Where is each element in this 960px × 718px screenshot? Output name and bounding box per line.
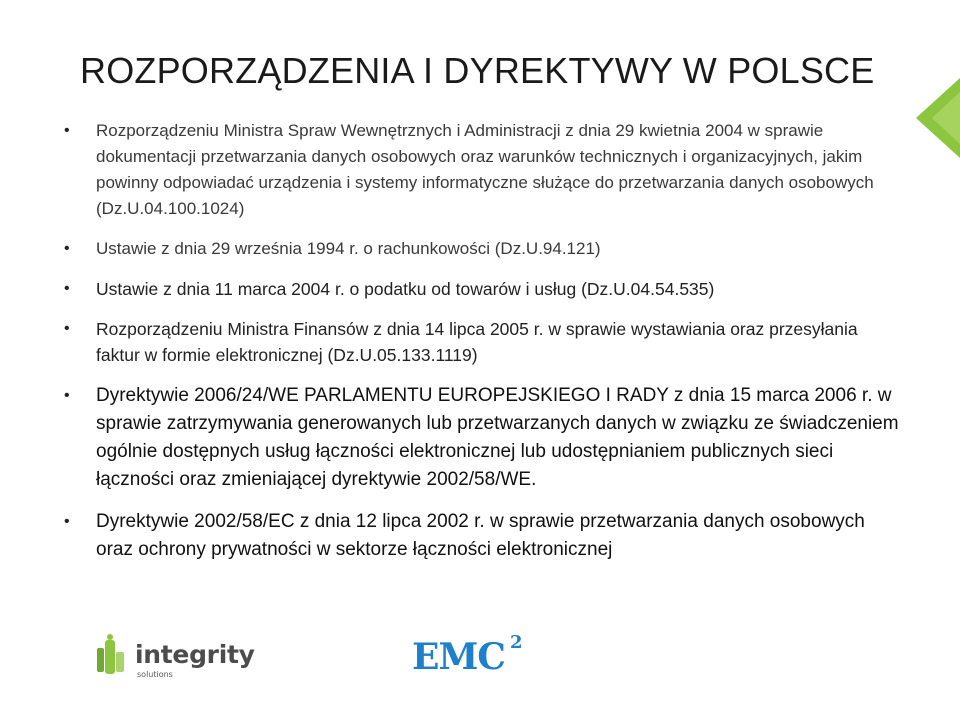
list-item: [64, 236, 904, 262]
list-item-text: Dyrektywie 2006/24/WE PARLAMENTU EUROPEJSKIEGO I RADY z dnia 15 marca 2006 r. w sprawie zatrzymywania generowanych lub przetwarzanych danych w związku ze świadczeniem ogólnie dostępnych usług łączności elektronicznej lub udostępnianiem publicznych sieci łączności oraz zmieniającej dyrektywie 2002/58/WE.: [96, 385, 899, 490]
list-item: [64, 382, 904, 494]
emc-logo-name: EMC: [412, 636, 505, 678]
slide-title: ROZPORZĄDZENIA I DYREKTYWY W POLSCE: [80, 50, 875, 91]
integrity-logo: [95, 632, 255, 680]
bullet-icon: •: [64, 387, 70, 404]
list-item-text: Rozporządzeniu Ministra Finansów z dnia 14 lipca 2005 r. w sprawie wystawiania oraz przesyłania faktur w formie elektronicznej (Dz.U.05.133.1119): [96, 319, 858, 365]
integrity-logo-name: integrity: [135, 640, 255, 669]
integrity-logo-subtitle: solutions: [137, 670, 173, 679]
bullet-icon: •: [64, 240, 70, 257]
bullet-list: [64, 118, 904, 578]
bullet-icon: •: [64, 513, 70, 530]
list-item-text: Rozporządzeniu Ministra Spraw Wewnętrznych i Administracji z dnia 29 kwietnia 2004 w sprawie dokumentacji przetwarzania danych osobowych oraz warunków technicznych i organizacyjnych, jakim powinny odpowiadać urządzenia i systemy informatyczne służące do przetwarzania danych osobowych (Dz.U.04.100.1024): [96, 121, 874, 218]
list-item: [64, 118, 904, 222]
bullet-icon: •: [64, 122, 70, 139]
list-item: [64, 508, 904, 564]
corner-arrow-icon: [916, 78, 960, 158]
list-item-text: Ustawie z dnia 29 września 1994 r. o rachunkowości (Dz.U.94.121): [96, 239, 601, 258]
list-item-text: Ustawie z dnia 11 marca 2004 r. o podatku od towarów i usług (Dz.U.04.54.535): [96, 279, 715, 299]
list-item: [64, 276, 904, 302]
list-item-text: Dyrektywie 2002/58/EC z dnia 12 lipca 2002 r. w sprawie przetwarzania danych osobowych oraz ochrony prywatności w sektorze łączności elektronicznej: [96, 511, 865, 560]
emc-logo-superscript: 2: [510, 632, 523, 653]
bullet-icon: •: [64, 320, 70, 337]
emc-logo: [412, 632, 532, 680]
list-item: [64, 316, 904, 368]
bullet-icon: •: [64, 280, 70, 297]
integrity-logo-icon: [95, 634, 131, 678]
